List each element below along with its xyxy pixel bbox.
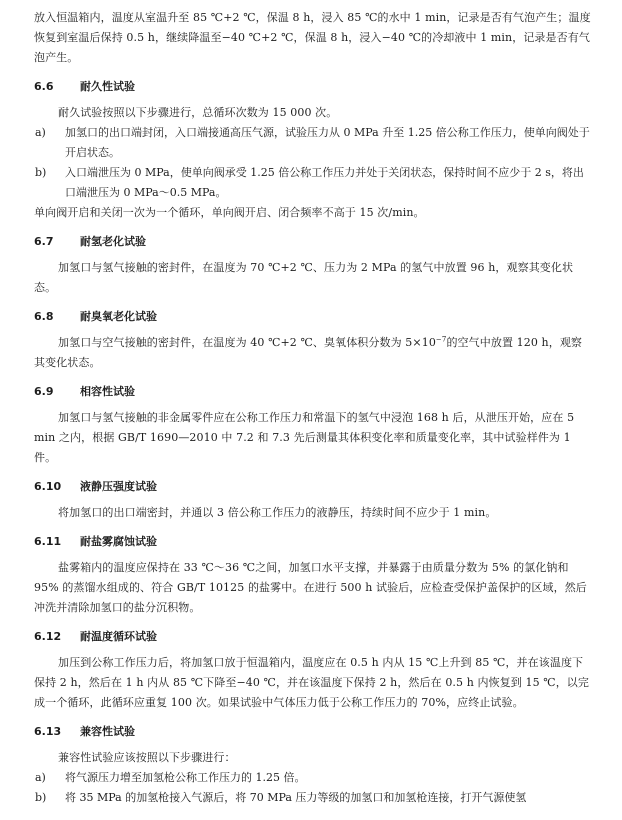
section-title: 耐氢老化试验 — [80, 235, 146, 248]
section-6-9-heading — [34, 382, 592, 402]
section-title: 液静压强度试验 — [80, 480, 157, 493]
section-6-12-heading — [34, 627, 592, 647]
section-title: 兼容性试验 — [80, 725, 135, 738]
body-text: 的空气中放置 120 h，观察其变化状态。 — [34, 336, 583, 369]
list-text: 入口端泄压为 0 MPa，使单向阀承受 1.25 倍公称工作压力并处于关闭状态，保持时间不应少于 2 s，将出口端泄压为 0 MPa～0.5 MPa。 — [65, 166, 584, 199]
section-6-11-body: 盐雾箱内的温度应保持在 33 ℃～36 ℃之间，加氢口水平支撑，并暴露于由质量分数为 5% 的氯化钠和 95% 的蒸馏水组成的、符合 GB/T 10125 的盐雾中。在进行 500 h 试验后，应检查受保护盖保护的区域，然后冲洗并清除加氢口的盐分沉积物。 — [34, 561, 587, 614]
intro-paragraph: 放入恒温箱内，温度从室温升至 85 ℃+2 ℃，保温 8 h，浸入 85 ℃的水中 1 min，记录是否有气泡产生；温度恢复到室温后保持 0.5 h，继续降温至−40 ℃+2 ℃，保温 8 h，浸入−40 ℃的冷却液中 1 min，记录是否有气泡产生。 — [34, 11, 591, 64]
list-marker: a) — [35, 126, 46, 139]
list-marker: b) — [35, 166, 47, 179]
section-title: 耐盐雾腐蚀试验 — [80, 535, 157, 548]
superscript-exponent: −7 — [435, 335, 447, 344]
section-6-8-heading — [34, 307, 592, 327]
section-6-13-heading — [34, 722, 592, 742]
section-number: 6.13 — [34, 725, 62, 738]
section-number: 6.8 — [34, 310, 54, 323]
section-6-6-heading — [34, 77, 592, 97]
section-6-7-body: 加氢口与氢气接触的密封件，在温度为 70 ℃+2 ℃、压力为 2 MPa 的氢气中放置 96 h，观察其变化状态。 — [34, 261, 574, 294]
list-item — [34, 768, 592, 788]
list-item — [34, 163, 592, 203]
section-number: 6.10 — [34, 480, 62, 493]
list-item — [34, 123, 592, 163]
list-text: 加氢口的出口端封闭，入口端接通高压气源，试验压力从 0 MPa 升至 1.25 倍公称工作压力，使单向阀处于开启状态。 — [65, 126, 590, 159]
section-6-6-intro: 耐久试验按照以下步骤进行，总循环次数为 15 000 次。 — [58, 106, 338, 119]
section-6-11-heading — [34, 532, 592, 552]
section-6-9-body: 加氢口与氢气接触的非金属零件应在公称工作压力和常温下的氢气中浸泡 168 h 后，从泄压开始，应在 5 min 之内，根据 GB/T 1690—2010 中 7.2 和 7.3 先后测量其体积变化率和质量变化率，其中试验样件为 1 件。 — [34, 411, 575, 464]
section-6-13-intro: 兼容性试验应该按照以下步骤进行： — [58, 751, 236, 764]
section-number: 6.12 — [34, 630, 62, 643]
section-number: 6.9 — [34, 385, 54, 398]
section-number: 6.6 — [34, 80, 54, 93]
list-marker: b) — [35, 791, 47, 804]
section-6-12-body: 加压到公称工作压力后，将加氢口放于恒温箱内，温度应在 0.5 h 内从 15 ℃上升到 85 ℃，并在该温度下保持 2 h，然后在 1 h 内从 85 ℃下降至−40 ℃，并在该温度下保持 2 h，然后在 0.5 h 内恢复到 15 ℃，以完成一个循环，此循环应重复 100 次。如果试验中气体压力低于公称工作压力的 70%，应终止试验。 — [34, 656, 589, 709]
list-text: 将气源压力增至加氢枪公称工作压力的 1.25 倍。 — [65, 771, 306, 784]
section-title: 耐温度循环试验 — [80, 630, 157, 643]
section-6-7-heading — [34, 232, 592, 252]
list-marker: a) — [35, 771, 46, 784]
list-item — [34, 788, 592, 808]
list-text: 将 35 MPa 的加氢枪接入气源后，将 70 MPa 压力等级的加氢口和加氢枪连接，打开气源使氢 — [65, 791, 527, 804]
body-text: 加氢口与空气接触的密封件，在温度为 40 ℃+2 ℃、臭氧体积分数为 5×10 — [58, 336, 436, 349]
section-number: 6.11 — [34, 535, 62, 548]
section-title: 耐久性试验 — [80, 80, 135, 93]
section-6-6-note: 单向阀开启和关闭一次为一个循环，单向阀开启、闭合频率不高于 15 次/min。 — [34, 206, 425, 219]
section-6-8-body — [34, 333, 592, 373]
section-title: 耐臭氧老化试验 — [80, 310, 157, 323]
section-6-10-body: 将加氢口的出口端密封，并通以 3 倍公称工作压力的液静压，持续时间不应少于 1 min。 — [58, 506, 497, 519]
section-6-10-heading — [34, 477, 592, 497]
section-title: 相容性试验 — [80, 385, 135, 398]
section-number: 6.7 — [34, 235, 54, 248]
